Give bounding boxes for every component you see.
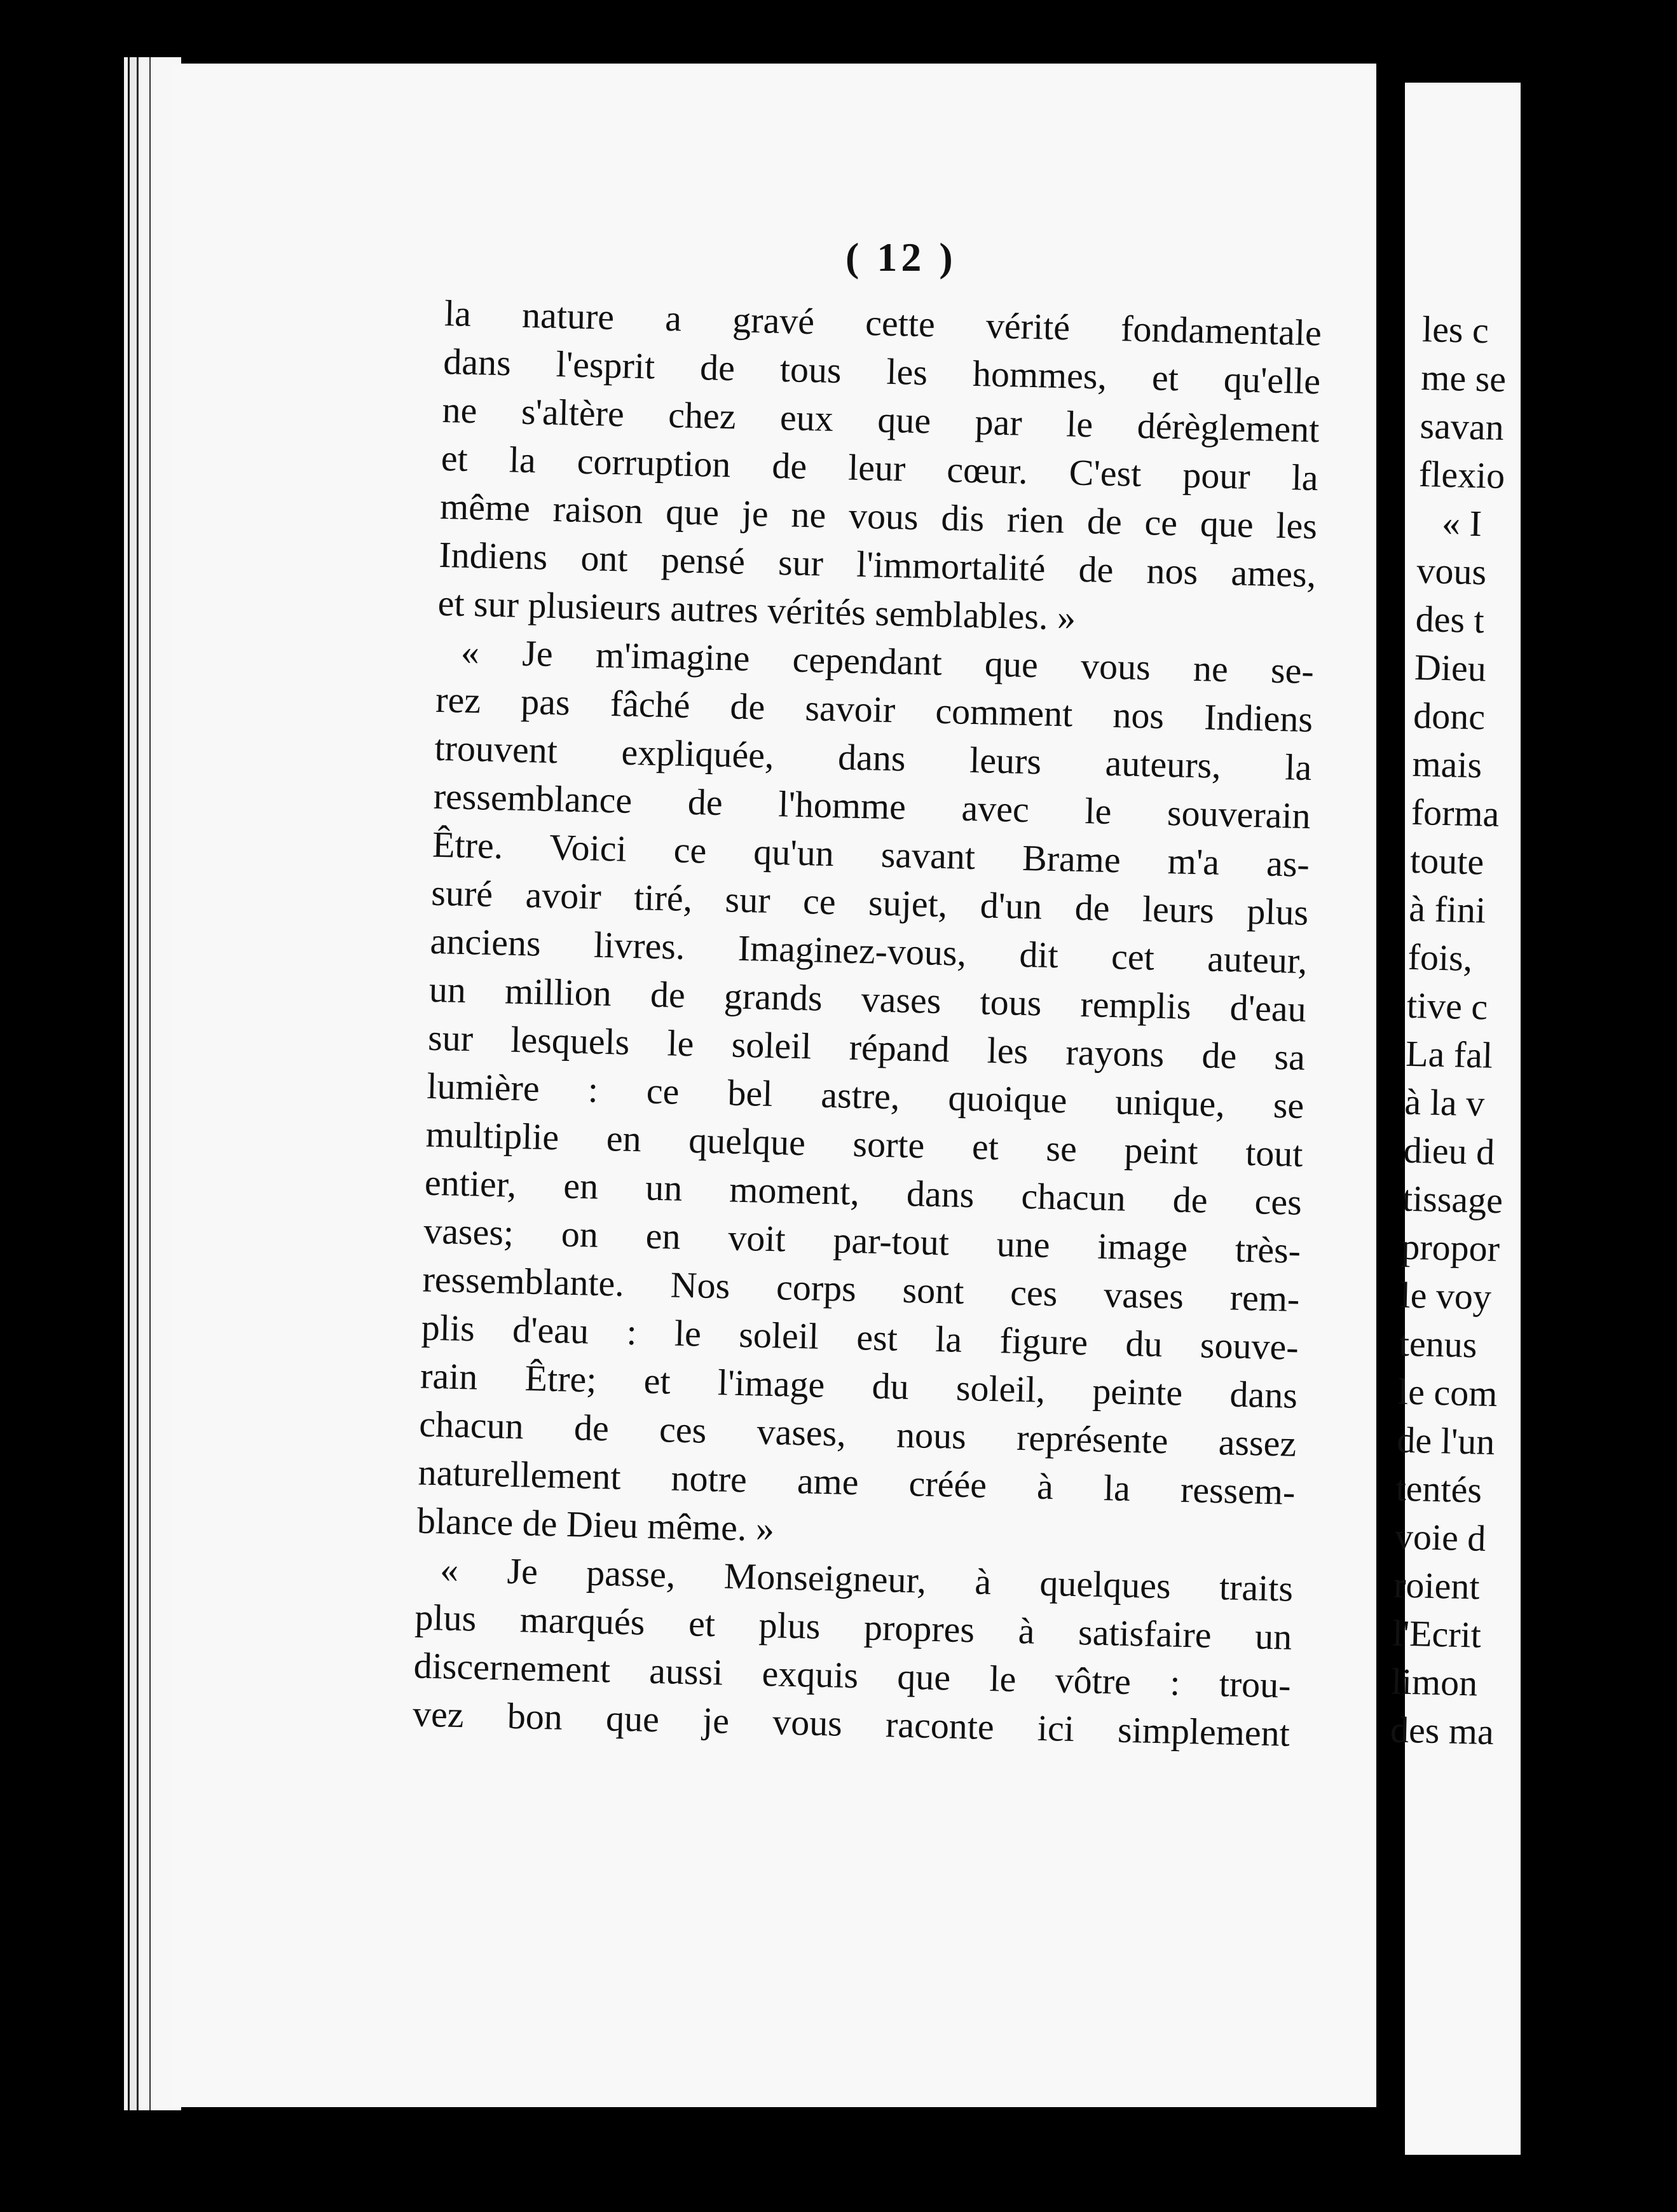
text-line: rez pas fâché de savoir comment nos Indiens — [435, 678, 1313, 741]
facing-text-line: toute — [1409, 839, 1484, 883]
text-line: et la corruption de leur cœur. C'est pour la — [441, 437, 1319, 499]
facing-text-line: savan — [1419, 404, 1505, 448]
text-line: trouvent expliquée, dans leurs auteurs, la — [434, 727, 1313, 789]
facing-text-line: La fal — [1405, 1032, 1493, 1076]
facing-text-line: l'Ecrit — [1392, 1612, 1482, 1656]
text-line: rain Être; et l'image du soleil, peinte dans — [420, 1355, 1298, 1416]
text-line: chacun de ces vases, nous représente assez — [418, 1403, 1297, 1464]
facing-text-line: « I — [1441, 502, 1482, 545]
text-line: anciens livres. Imaginez-vous, dit cet auteur, — [429, 920, 1308, 982]
facing-text-line: des ma — [1390, 1709, 1495, 1753]
text-line: un million de grands vases tous remplis d'eau — [428, 968, 1307, 1030]
facing-text-line: les c — [1421, 308, 1489, 352]
facing-text-line: propor — [1400, 1225, 1500, 1270]
text-line: naturellement notre ame créée à la ressem- — [418, 1451, 1296, 1513]
text-line: ressemblante. Nos corps sont ces vases rem- — [421, 1258, 1301, 1320]
facing-text-line: tissage — [1402, 1177, 1503, 1222]
text-line: discernement aussi exquis que le vôtre : trou- — [413, 1644, 1292, 1706]
facing-text-line: vous — [1416, 549, 1487, 593]
facing-text-line: roient — [1393, 1564, 1481, 1608]
text-line: suré avoir tiré, sur ce sujet, d'un de leurs plus — [430, 871, 1309, 934]
facing-page-fragment — [1390, 83, 1521, 2155]
text-line: plis d'eau : le soleil est la figure du souve- — [421, 1306, 1299, 1368]
facing-text-line: de l'un — [1396, 1419, 1496, 1463]
facing-text-line: fois, — [1407, 936, 1473, 980]
text-line: entier, en un moment, dans chacun de ces — [424, 1161, 1303, 1223]
text-line: ne s'altère chez eux que par le dérèglement — [441, 388, 1320, 451]
facing-text-line: donc — [1413, 694, 1486, 738]
facing-text-line: tentés — [1395, 1467, 1482, 1511]
facing-text-line: le voy — [1399, 1274, 1492, 1318]
page-number: ( 12 ) — [845, 235, 957, 280]
text-line: sur lesquels le soleil répand les rayons de sa — [427, 1016, 1306, 1078]
facing-text-line: limon — [1391, 1660, 1478, 1704]
facing-text-line: voie d — [1394, 1515, 1487, 1559]
facing-text-line: mais — [1411, 742, 1482, 786]
text-line: Être. Voici ce qu'un savant Brame m'a as- — [432, 823, 1310, 885]
facing-text-line: forma — [1411, 791, 1500, 835]
facing-text-line: le com — [1397, 1370, 1498, 1415]
text-line: « Je passe, Monseigneur, à quelques traits — [439, 1548, 1294, 1609]
text-line: vases; on en voit par-tout une image très- — [423, 1210, 1301, 1271]
text-line: et sur plusieurs autres vérités semblables. » — [437, 582, 1076, 638]
facing-text-line: Dieu — [1414, 646, 1487, 690]
text-line: multiplie en quelque sorte et se peint tout — [425, 1113, 1304, 1175]
text-line: dans l'esprit de tous les hommes, et qu'elle — [442, 340, 1321, 402]
facing-text-line: à la v — [1404, 1081, 1485, 1124]
text-line: blance de Dieu même. » — [416, 1499, 775, 1550]
text-line: Indiens ont pensé sur l'immortalité de nos ames, — [438, 533, 1317, 596]
facing-page-text — [1390, 305, 1677, 1759]
facing-text-line: tive c — [1406, 984, 1488, 1028]
facing-text-line: flexio — [1418, 453, 1505, 496]
text-line: lumière : ce bel astre, quoique unique, se — [426, 1065, 1304, 1126]
text-line: vez bon que je vous raconte ici simplement — [412, 1693, 1290, 1754]
text-line: « Je m'imagine cependant que vous ne se- — [460, 631, 1315, 692]
facing-text-line: me se — [1420, 356, 1507, 400]
facing-text-line: à fini — [1408, 887, 1486, 931]
facing-text-line: dieu d — [1403, 1129, 1495, 1173]
page-body-text — [412, 289, 1322, 1758]
text-line: la nature a gravé cette vérité fondamentale — [444, 292, 1322, 354]
facing-text-line: tenus — [1399, 1322, 1478, 1366]
text-line: plus marqués et plus propres à satisfaire un — [414, 1596, 1292, 1658]
text-line: ressemblance de l'homme avec le souverain — [433, 775, 1311, 837]
text-line: même raison que je ne vous dis rien de ce que les — [439, 485, 1318, 547]
facing-text-line: des t — [1415, 597, 1485, 641]
